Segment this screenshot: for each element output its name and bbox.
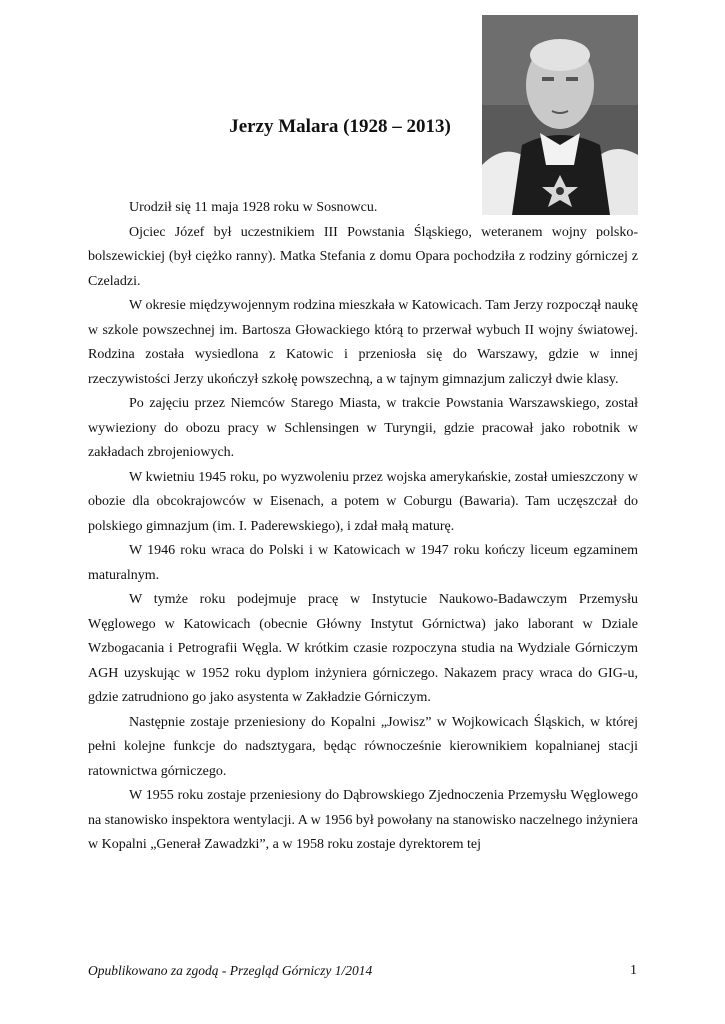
paragraph: W tymże roku podejmuje pracę w Instytucie Naukowo-Badawczym Przemysłu Węglowego w Katowicach (obecnie Główny Instytut Górnictwa) jako laborant w Dziale Wzbogacania i Petrografii Węgla. W krótkim czasie rozpoczyna studia na Wydziale Górniczym AGH uzyskując w 1952 roku dyplom inżyniera górniczego. Nakazem pracy wraca do GIG-u, gdzie zatrudniono go jako asystenta w Zakładzie Górniczym. bbox=[88, 592, 638, 705]
paragraph: Ojciec Józef był uczestnikiem III Powstania Śląskiego, weteranem wojny polsko-bolszewickiej (był ciężko ranny). Matka Stefania z domu Opara pochodziła z rodziny górniczej z Czeladzi. bbox=[88, 224, 638, 289]
paragraph: Następnie zostaje przeniesiony do Kopalni „Jowisz” w Wojkowicach Śląskich, w której pełni kolejne funkcje do nadsztygara, będąc równocześnie kierownikiem kopalnianej stacji ratownictwa górniczego. bbox=[88, 714, 638, 779]
page-title: Jerzy Malara (1928 – 2013) bbox=[229, 116, 451, 137]
paragraph: Urodził się 11 maja 1928 roku w Sosnowcu. bbox=[129, 200, 378, 215]
paragraph: W kwietniu 1945 roku, po wyzwoleniu przez wojska amerykańskie, został umieszczony w obozie dla obcokrajowców w Eisenach, a potem w Coburgu (Bawaria). Tam uczęszczał do polskiego gimnazjum (im. I. Paderewskiego), i zdał małą maturę. bbox=[88, 469, 638, 534]
portrait-photo bbox=[482, 15, 638, 215]
article-body bbox=[88, 196, 638, 858]
footer-source: Opublikowano za zgodą - Przegląd Górniczy 1/2014 bbox=[88, 963, 373, 978]
page-number: 1 bbox=[630, 963, 637, 978]
paragraph: W 1946 roku wraca do Polski i w Katowicach w 1947 roku kończy liceum egzaminem maturalnym. bbox=[88, 543, 638, 583]
paragraph: W okresie międzywojennym rodzina mieszkała w Katowicach. Tam Jerzy rozpoczął naukę w szkole powszechnej im. Bartosza Głowackiego którą to przerwał wybuch II wojny światowej. Rodzina została wysiedlona z Katowic i przeniosła się do Warszawy, gdzie w innej rzeczywistości Jerzy ukończył szkołę powszechną, a w tajnym gimnazjum zaliczył dwie klasy. bbox=[88, 298, 638, 387]
paragraph: W 1955 roku zostaje przeniesiony do Dąbrowskiego Zjednoczenia Przemysłu Węglowego na stanowisko inspektora wentylacji. A w 1956 był powołany na stanowisko naczelnego inżyniera w Kopalni „Generał Zawadzki”, a w 1958 roku zostaje dyrektorem tej bbox=[88, 788, 638, 852]
paragraph: Po zajęciu przez Niemców Starego Miasta, w trakcie Powstania Warszawskiego, został wywieziony do obozu pracy w Schlensingen w Turyngii, gdzie pracował jako robotnik w zakładach zbrojeniowych. bbox=[88, 396, 638, 460]
